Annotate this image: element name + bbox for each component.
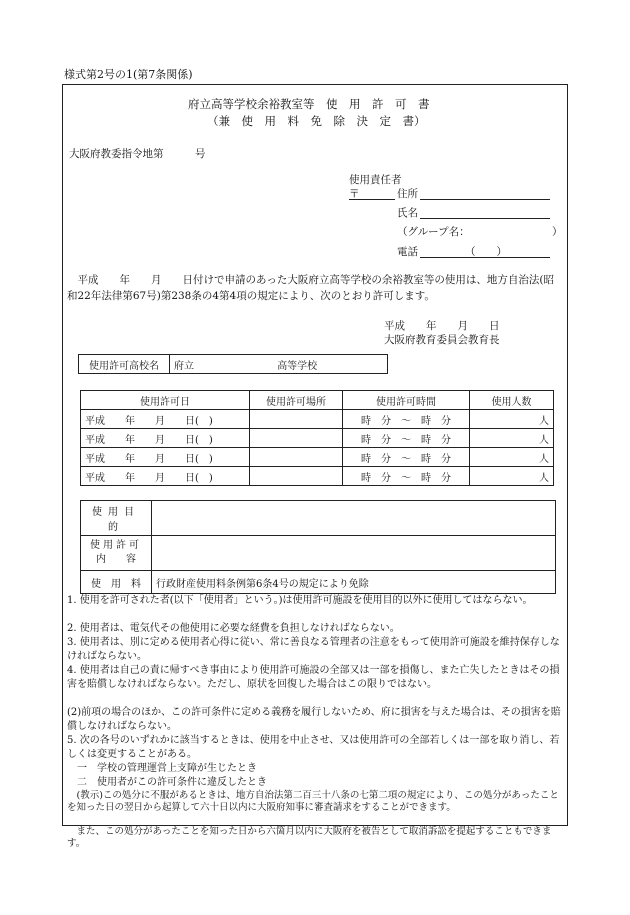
title-line-1: 府立高等学校余裕教室等 使 用 許 可 書 — [188, 97, 430, 111]
permit-body-text: 平成 年 月 日付けで申請のあった大阪府立高等学校の余裕教室等の使用は、地方自治法(昭和22年法律第67号)第238条の4第4項の規定により、次のとおり許可します。 — [67, 274, 554, 302]
table-row — [81, 448, 554, 467]
school-name-table — [78, 354, 388, 374]
note-5-item-2: 二 使用者がこの許可条件に違反したとき — [67, 777, 267, 788]
fee-value: 行政財産使用料条例第6条4号の規定により免除 — [152, 571, 556, 594]
phone-paren: （ ） — [465, 246, 507, 258]
content-label-line-1: 使用許可 — [90, 540, 142, 551]
school-suffix: 高等学校 — [277, 360, 318, 372]
place-cell — [250, 429, 343, 448]
content-label — [81, 536, 152, 571]
content-label-line-2: 内 容 — [96, 554, 136, 565]
issuer: 大阪府教育委員会教育長 — [384, 334, 500, 346]
header-date: 使用許可日 — [81, 391, 250, 410]
time-cell: 時 分 ～ 時 分 — [343, 410, 470, 429]
place-cell — [250, 410, 343, 429]
school-name-label: 使用許可高校名 — [79, 355, 170, 374]
group-close: ） — [552, 226, 563, 238]
place-cell — [250, 467, 343, 486]
date-cell: 平成 年 月 日( ) — [81, 448, 250, 467]
purpose-table — [80, 500, 556, 594]
address-label: 住所 — [397, 188, 418, 200]
postal-mark: 〒 — [349, 188, 360, 200]
count-cell: 人 — [470, 410, 554, 429]
time-cell: 時 分 ～ 時 分 — [343, 448, 470, 467]
note-3: 3. 使用者は、別に定める使用者心得に従い、常に善良なる管理者の注意をもって使用許可施設を維持保存しなければならない。 — [67, 637, 560, 662]
note-4: 4. 使用者は自己の責に帰すべき事由により使用許可施設の全部又は一部を損傷し、また亡失したときはその損害を賠償しなければならない。ただし、原状を回復した場合はこの限りではない。 — [67, 665, 560, 690]
address-line — [420, 199, 550, 200]
time-cell: 時 分 ～ 時 分 — [343, 467, 470, 486]
lawsuit-notice: また、この処分があったことを知った日から六箇月以内に大阪府を被告として取消訴訟を提起することもできます。 — [67, 826, 552, 849]
form-number: 様式第2号の1(第7条関係) — [64, 68, 193, 81]
table-row — [81, 467, 554, 486]
postal-line — [349, 199, 395, 200]
group-label: （グループ名： — [397, 226, 470, 238]
note-5: 5. 次の各号のいずれかに該当するときは、使用を中止させ、又は使用許可の全部若しくは一部を取り消し、若しくは変更することがある。 — [67, 735, 560, 760]
table-row — [81, 410, 554, 429]
table-row — [81, 429, 554, 448]
note-5-item-1: 一 学校の管理運営上支障が生じたとき — [67, 763, 257, 774]
name-line — [420, 218, 550, 219]
count-cell: 人 — [470, 467, 554, 486]
school-name-cell — [170, 355, 388, 374]
note-1: 1. 使用を許可された者(以下「使用者」という。)は使用許可施設を使用目的以外に使用してはならない。 — [67, 595, 533, 606]
phone-label: 電話 — [397, 246, 418, 258]
phone-line — [420, 257, 550, 258]
fee-label: 使 用 料 — [81, 571, 152, 594]
count-cell: 人 — [470, 429, 554, 448]
usage-table — [80, 390, 554, 486]
usage-header-row — [81, 391, 554, 410]
reference-number: 大阪府教委指令地第 号 — [69, 148, 206, 160]
applicant-header: 使用責任者 — [349, 174, 402, 186]
school-prefix: 府立 — [174, 360, 194, 372]
date-cell: 平成 年 月 日( ) — [81, 467, 250, 486]
title-line-2: （兼 使 用 料 免 除 決 定 書） — [207, 114, 426, 128]
header-time: 使用許可時間 — [343, 391, 470, 410]
header-place: 使用許可場所 — [250, 391, 343, 410]
time-cell: 時 分 ～ 時 分 — [343, 429, 470, 448]
note-4-2: (2)前項の場合のほか、この許可条件に定める義務を履行しないため、府に損害を与えた場合は、その損害を賠償しなければならない。 — [67, 707, 561, 732]
appeal-notice: (教示)この処分に不服があるときは、地方自治法第二百三十八条の七第二項の規定により、この処分があったことを知った日の翌日から起算して六十日以内に大阪府知事に審査請求をすることができます。 — [67, 790, 559, 813]
note-2: 2. 使用者は、電気代その他使用に必要な経費を負担しなければならない。 — [67, 623, 400, 634]
name-label: 氏名 — [397, 207, 418, 219]
header-count: 使用人数 — [470, 391, 554, 410]
date-cell: 平成 年 月 日( ) — [81, 429, 250, 448]
content-value — [152, 536, 556, 571]
issue-date: 平成 年 月 日 — [384, 320, 500, 332]
purpose-value — [152, 501, 556, 536]
count-cell: 人 — [470, 448, 554, 467]
purpose-label: 使用目的 — [81, 501, 152, 536]
date-cell: 平成 年 月 日( ) — [81, 410, 250, 429]
place-cell — [250, 448, 343, 467]
